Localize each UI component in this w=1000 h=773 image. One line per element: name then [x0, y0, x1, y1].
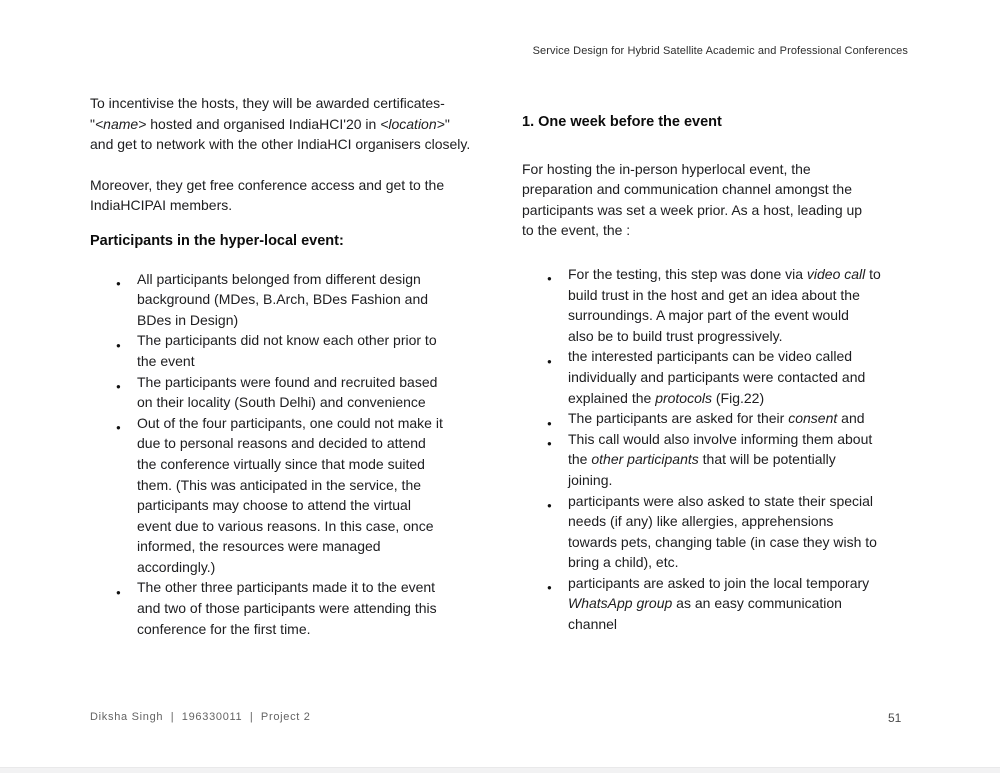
left-section-heading: Participants in the hyper-local event: — [90, 232, 344, 249]
left-column — [90, 93, 530, 639]
bullet-item-video-call: ● For the testing, this step was done via video call to build trust in the host and get an idea about the surroundings. A major part of the event would also be to build trust progressively. — [568, 264, 962, 346]
right-section-heading: 1. One week before the event — [522, 114, 722, 130]
bullet-item-special-needs: ● participants were also asked to state their special needs (if any) like allergies, apprehensions towards pets, changing table (in case they wish to bring a child), etc. — [568, 491, 962, 573]
bullet-item-did-not-know: ● The participants did not know each other prior to the event — [137, 330, 530, 371]
footer-author-info: Diksha Singh | 196330011 | Project 2 — [90, 711, 311, 723]
left-bullet-list — [90, 269, 530, 640]
bullet-item-consent: ● The participants are asked for their consent and — [568, 408, 962, 429]
right-column — [522, 112, 962, 635]
paragraph-one-week-before: For hosting the in-person hyperlocal event, the preparation and communication channel amongst the participants was set a week prior. As a host, leading up to the event, the : — [522, 160, 863, 239]
paragraph-host-incentives: To incentivise the hosts, they will be awarded certificates- "<name> hosted and organised IndiaHCI'20 in <location>" and get to network with the other IndiaHCI organisers closely. — [90, 95, 471, 153]
bullet-item-one-virtual: ● Out of the four participants, one could not make it due to personal reasons and decided to attend the conference virtually since that mode suited them. (This was anticipated in the service, the participants may choose to attend the virtual event due to various reasons. In this case, once informed, the resources were managed accordingly.) — [137, 413, 530, 578]
bullet-item-three-attended: ● The other three participants made it to the event and two of those participants were attending this conference for the first time. — [137, 577, 530, 639]
bullet-item-recruited: ● The participants were found and recruited based on their locality (South Delhi) and convenience — [137, 372, 530, 413]
bullet-item-whatsapp-group: ● participants are asked to join the local temporary WhatsApp group as an easy communication channel — [568, 573, 962, 635]
bullet-item-other-participants: ● This call would also involve informing them about the other participants that will be potentially joining. — [568, 429, 962, 491]
bullet-item-backgrounds: ● All participants belonged from different design background (MDes, B.Arch, BDes Fashion and BDes in Design) — [137, 269, 530, 331]
paragraph-host-benefits: Moreover, they get free conference access and get to the IndiaHCIPAI members. — [90, 176, 445, 214]
right-bullet-list — [522, 264, 962, 635]
bottom-edge-strip — [0, 767, 1000, 773]
running-header: Service Design for Hybrid Satellite Academic and Professional Conferences — [532, 45, 908, 57]
bullet-item-protocols: ● the interested participants can be video called individually and participants were contacted and explained the protocols (Fig.22) — [568, 346, 962, 408]
page-number: 51 — [888, 711, 902, 725]
